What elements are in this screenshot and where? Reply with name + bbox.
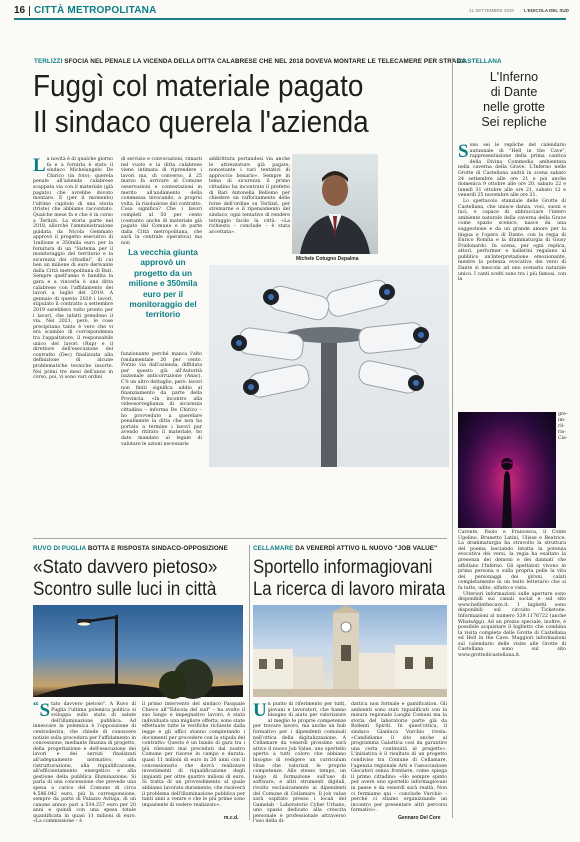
bottom-column-divider [249,545,250,820]
top-story-column-2 [121,157,202,245]
sidebar-body-1: ono sei le repliche del calendario autunnale di "Hell in the Cave", rappresentazione della prima cantica della Divina Commedia ambientata nella caverna della Grave. L'Inferno nelle Grotte di Castellana andrà in scena sabato 24 settembre alle ore 21 e poi anche domenica 9 ottobre alle ore 20, sabato 22 e lunedì 31 ottobre alle ore 21, sabato 12 e venerdì 25 novembre alle ore 21. [458,143,566,199]
bottom-left-signature: m.c.d. [224,815,239,821]
bottom-mid-headline-1: Sportello informagiovani [253,557,433,578]
bottom-mid-column-2 [351,702,447,814]
bottom-mid-dropcap: U [253,700,267,721]
sidebar-title-line-3: nelle grotte [483,100,545,114]
bottom-mid-col1-text: n punto di riferimento per tutti, giovani e lavoratori, che hanno bisogno di aiuto per valorizzare al meglio le proprie competenze per trovare lavoro, ma anche un hub formativo per i dipendenti comunali nell'ottica della digitalizzazione. A Cellamare da venerdì prossimo sarà attivo il nuovo Job Value, uno sportello aperto a tutti coloro che abbiano bisogno di redigere un curriculum vitae che valorizzi le proprie competenze. Allo stesso tempo, un luogo di formazione sull'uso di software, e altri strumenti digitali, rivolto esclusivamente ai dipendenti del Comune di Cellamare. Il job value sarà ospitato presso i locali del Gamelab - Laboratorio Cyber Urbano, uno spazio dedicato alla crescita personale e professionale attraverso l'uso della di- [253,702,346,825]
top-story-col2-text: di servizio e convocazioni, rimasti nel vuoto e la ditta calabrese viene intimata di riprendere i lavori ma, di converso, il 25 marzo fa arrivare al Comune osservazioni e contestazioni in merito all'andamento della commessa invocando, a proprio volta, la risoluzione del contratto. Cosa significa? Che i lavori completi al 50 per cento (contanto anche di materiale già pagato dal Comune e in parte dalla Città metropolitana, che sarà la centrale operativa) ma non [121,157,202,246]
top-headline-line-1: Fuggì col materiale pagato [33,68,364,103]
bottom-mid-headline-2: La ricerca di lavoro mirata [253,579,446,600]
sidebar-title [458,70,570,130]
top-story-col2-after-text: funzionante perché manca l'alto fondamentale 20 per cento. Porzio via dall'azienda, diffidata per questo già all'Autorità nazionale anticorruzione (Anac). C'è un altro dettaglio, però: lavori non finiti significa addio al finanziamento da parte della Provincia. «In incontro alla videosorveglianza di sicurezza cittadina – informa De Chirico – ho provveduto a querelare penalmente la ditta che non ha portato a termine i lavori pur avendo ritirato il materiale, ho dato mandato al legale di valutare le azioni necessarie [121,352,202,447]
photo-caption: Michele Cotugno Depalma [296,256,359,262]
top-headline-line-2: Il sindaco querela l'azienda [33,104,369,139]
cctv-cameras-svg [209,265,449,467]
bottom-left-dropcap: “ [33,700,39,712]
bottom-mid-kicker-text: DA VENERDÌ ATTIVO IL NUOVO "JOB VALUE" [295,545,438,552]
sidebar-divider [452,58,453,818]
cctv-cameras-photo [209,265,449,467]
bottom-left-dropcap-letter: S [39,700,51,721]
bottom-left-kicker-text: BOTTA E RISPOSTA SINDACO-OPPOSIZIONE [87,545,228,552]
top-story-column-2-cont [121,352,202,534]
sidebar-title-line-2: di Dante [490,85,538,99]
bottom-left-location: RUVO DI PUGLIA [33,545,86,552]
top-story-kicker [34,58,466,65]
bottom-mid-signature: Gennaro Del Core [398,815,441,821]
header-date: 21 SETTEMBRE 2020 [469,8,515,13]
sidebar-title-line-4: Sei repliche [481,115,547,129]
bottom-left-col2-text: il primo intervento del sindaco Pasquale Chieco all'"Edicola del sud" – ha svolto il suo lungo e impegnativo lavoro, è stata individuata una migliore offerta, sono state effettuate tutte le verifiche richieste dalla legge e gli uffici stanno completando i documenti per procedere con la stipula del contratto: Questo è un bando di gara tra i più rilevanti mai preceduti dal nostro Comune per risorse in campo e durata: quasi 11 milioni di euro in 20 anni con il concessionario che dovrà realizzare investimenti di riqualificazione degli impianti per oltre quattro milioni di euro. Si tratta di un provvedimento al quale abbiamo lavorato duramente, che risolverà il problema dell'illuminazione pubblica per tanti anni a venire e che le più prime sono impaziente di vedere realizzato». [142,702,245,808]
bottom-left-kicker [33,545,228,552]
sidebar-title-line-1: L'Inferno [489,70,539,84]
town-square-svg [253,605,447,697]
top-story-dropcap: L [33,155,46,176]
section-title: CITTÀ METROPOLITANA [34,5,157,16]
sidebar-column-2 [458,530,566,815]
header-divider [29,6,30,16]
top-story-col3-text: addirittura portandosi via anche le attrezzature già pagate, nonostante i vari tentativi di approccio bonario». Sempre in tema di sicurezza il primo cittadino ha incontrato il prefetto di Bari Antonella Bellomo per chiedere un rafforzamento delle forze dell'ordine su Terlizzi, per stremarne e il ripensamento del sindaco, ogni tentativo di rendere tetraggio facile la città. «La richiesta – conclude – è stata accettata». [209,157,290,235]
page-number: 16 [14,5,26,16]
sidebar-wrap-text: gre- im- ril- rio- Cia- [558,412,568,441]
top-story-kicker-text: SFOCIA NEL PENALE LA VICENDA DELLA DITTA CALABRESE CHE NEL 2018 DOVEVA MONTARE LE TELECAMERE PER STRADA [64,58,466,65]
top-story-column-1 [33,157,113,534]
sidebar-body-4: Ulteriori informazioni sulle aperture sono disponibili sui canali social e sul sito www.hellinthecave.it. I biglietti sono disponibili sul circuito Ticketone. Informazioni al numero 339.1176722 (anche WhatsApp). Ad un prezzo speciale, inoltre, è possibile acquistare il biglietto che combina la visita completa delle Grotte di Castellana ed Hell in the Cave. Maggiori informazioni sul calendario delle visite alle Grotte di Castellana sono sul sito www.grottedicastellana.it. [458,591,566,659]
header-rule [14,18,566,20]
bottom-mid-column-1 [253,700,346,825]
sidebar-location: CASTELLANA [458,58,502,65]
mayor-portrait-svg [292,154,378,254]
top-story-column-3 [209,157,290,240]
bottom-left-column-1 [33,700,136,825]
sidebar-dropcap: S [458,141,469,162]
bottom-mid-location: CELLAMARE [253,545,294,552]
bottom-mid-col2-text: dattica non formale e gamification. Gli ambienti sono stati riqualificati con la misura regionale Luoghi Comuni ma la storia del laboratorio parte già da Bollenti Spiriti. In quest'ottica, il sindaco Gianluca Vurchio rivela: «Candidiamo il sito anche al programma Galattica così da garantire una certa continuità al progetto». L'iniziativa è il risultato di un progetto condiviso tra Comune di Cellamare, l'agenzia regionale Arti e l'associazione Giocatori senza frontiere, come spiega il primo cittadino: «Ho sempre spinto per avere uno sportello informagiovani in paese e da venerdì sarà realtà. Non ci fermiamo qui – conclude Vurchio – perché ci stiamo organizzando un incontro per presentare altri percorsi formativi». [351,702,447,814]
streetlight-photo [33,605,243,697]
streetlight-svg [33,605,243,697]
top-story-pullquote: La vecchia giunta approvò un progetto da un milione e 350mila euro per il monitoraggio del territorio [128,247,198,320]
bottom-left-headline-2: Scontro sulle luci in città [33,579,217,600]
sidebar-body-3: Caronte, Paolo e Francesca, il Conte Ugolino, Brunetto Latini, Ulisse e Beatrice. La drammaturgia ha stravolto la struttura del poema lasciando intatta la potenza evocativa dei versi, la regia ha esaltato la presenza dei demoni e dei dannati che affollano l'Inferno. Gli spettatori vivono in prima persona e sulla propria pelle la vita dei personaggi dei gironi, calati completamente in un testo letterario che si fa tatto, udito, olfatto e vista. [458,530,566,591]
masthead: L'EDICOLA DEL SUD [524,8,569,13]
mayor-portrait [292,154,378,254]
bottom-mid-kicker [253,545,437,552]
inferno-stage-svg [458,412,556,528]
bottom-left-headline-1: «Stato davvero pietoso» [33,557,218,578]
town-square-photo [253,605,447,697]
inferno-stage-photo [458,412,556,528]
mid-divider [33,538,447,539]
sidebar-column-1 [458,143,566,409]
top-story-col1-text: a novità è di qualche giorno fa e a fornirla è stato il sindaco Michelangelo De Chirico (in foto): querela penale all'azienda calabrese scappata via con il materiale (già pagato) che avrebbe dovuto montare. E (per il momento) l'ultimo capitolo di una storia (triste) che abbiamo raccontato. Qualche mese fa e che è in corso a Terlizzi. La storia parte nel 2018, allorché l'amministrazione guidata da Nicola Gemmato approvò il progetto esecutivo di 1milione e 350mila euro per la fornitura di un "Sistema per il monitoraggio del territorio e la sicurezza dei cittadini", di cui ben un milione di euro derivante dalla Città metropolitana di Bari. Sempre quell'anno è bandita la gara e a vincerla è una ditta calabrese con l'affidamento dei lavori a luglio del 2019. A gennaio di questo 2020 i lavori, stipulato il contratto a settembre 2019 sarebbero tutto pronto per i lavori, che infatti prendono il via. Nel 2021, però, le cose precipitano tanto è vero che vi era scambio di corrispondenza tra l'appaltatore, il responsabile unico del lavori (Rup) e il direttore dell'esecuzione del contratto (Dec) finalizzata alla definizione di alcune problematiche tecniche insorte. Nei primi tre mesi dell'anno in corso, poi, vi sono vari ordini [33,157,114,381]
sidebar-body-2: Lo spettacolo stanziale delle Grotte di Castellana, che unisce danza, voci, suoni e luci, e capace di abbracciare l'intero ambiente naturale della caverna della Grave come spazio scenico, nasce da una suggestione e da un grande amore per la lingua e l'opera di Dante, con la regia di Enrico Romita e la drammaturgia di Giusy Frallonardo. In scena, per ogni replica, attori, performer e ballerini regalano al pubblico un'interpretazione emozionante, mentre la potenza evocativa dei versi di Dante si mescola ad uno scenario naturale unico. I canti scelti sono tra i più famosi, con la [458,198,566,283]
page-header [14,4,572,18]
top-story-location: TERLIZZI [34,58,63,65]
bottom-left-col1-text: tato davvero pietoso". A Ruvo di Puglia l'ultima polemica politica si sviluppa sullo stato di salute dell'illuminazione pubblica. Ad innescare la polemica è l'opposizione di centrodestra, che chiede di conoscere notizie sulla procedura per l'affidamento in concessione, mediante finanza di progetto, della progettazione e dell'esecuzione dei lavori e dei servizi finalizzati all'adeguamento normativo, alla ristrutturazione, alla riqualificazione, all'efficientamento energetico e alla gestione della pubblica illuminazione. Si parla di una concessione che prevede una spesa a carico del Comune di circa 4.586.042 euro, più la corresponsione, sempre da parte di Palazzo Avitaja, di un canone annuo pari a 534.257 euro per 20 anni e quindi con una spesa totale quantificata in quasi 11 milioni di euro. «La commissione – è [33,702,136,825]
bottom-left-column-2 [142,702,245,814]
